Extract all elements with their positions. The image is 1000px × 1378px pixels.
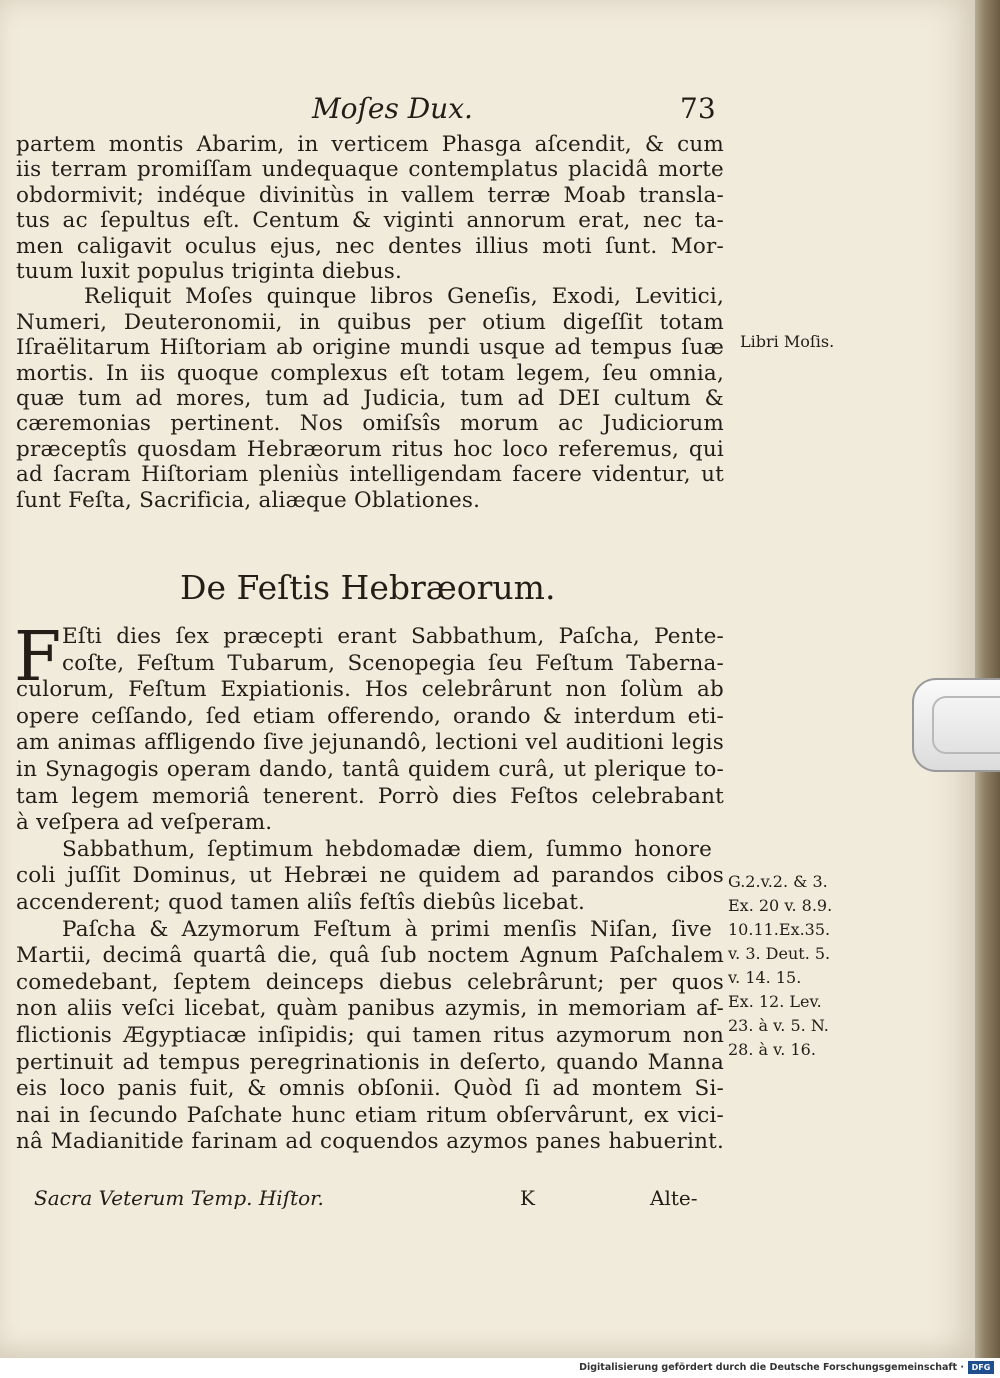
running-title: Moſes Dux.: [312, 92, 473, 125]
margin-note: 23. à v. 5. N.: [728, 1016, 829, 1035]
body-line: Eſti dies ſex præcepti erant Sabbathum, Paſcha, Pente-: [62, 624, 724, 649]
footer-credit: Digitalisierung gefördert durch die Deutsche Forschungsgemeinschaft ·: [579, 1362, 964, 1373]
body-line: Iſraëlitarum Hiſtoriam ab origine mundi usque ad tempus ſuæ: [16, 335, 724, 361]
body-line: flictionis Ægyptiacæ inſipidis; qui tamen ritus azymorum non: [16, 1023, 724, 1048]
catchword: Alte-: [650, 1186, 698, 1210]
body-line: à veſpera ad veſperam.: [16, 810, 273, 836]
body-line: tuum luxit populus triginta diebus.: [16, 259, 403, 284]
catch-title: Sacra Veterum Temp. Hiſtor.: [34, 1186, 324, 1210]
body-line: iis terram promiſſam undequaque contemplatus placidâ morte: [16, 157, 724, 183]
margin-note: Ex. 20 v. 8.9.: [728, 896, 833, 915]
body-line: men caligavit oculus ejus, nec dentes illius moti ſunt. Mor-: [16, 233, 724, 259]
body-line: quæ tum ad mores, tum ad Judicia, tum ad DEI cultum &: [16, 386, 724, 411]
body-line: tus ac ſepultus eſt. Centum & viginti annorum erat, nec ta-: [16, 208, 724, 234]
margin-note: v. 3. Deut. 5.: [728, 944, 831, 963]
body-line: am animas affligendo ſive jejunandô, lectioni vel auditioni legis: [16, 730, 724, 756]
body-line: Martii, decimâ quartâ die, quâ ſub noctem Agnum Paſchalem: [16, 943, 724, 969]
body-line: Reliquit Moſes quinque libros Geneſis, Exodi, Levitici,: [84, 284, 724, 310]
body-line: coli juſſit Dominus, ut Hebræi ne quidem ad parandos cibos: [16, 863, 724, 889]
body-line: in Synagogis operam dando, tantâ quidem curâ, ut plerique to-: [16, 757, 724, 782]
body-line: culorum, Feſtum Expiationis. Hos celebrârunt non ſolùm ab: [16, 677, 724, 703]
body-line: mortis. In iis quoque complexus eſt totam legem, ſeu omnia,: [16, 360, 724, 386]
margin-note: 10.11.Ex.35.: [728, 920, 831, 939]
signature-mark: K: [520, 1186, 535, 1210]
page-number: 73: [680, 92, 716, 125]
body-line: partem montis Abarim, in verticem Phasga aſcendit, & cum: [16, 132, 724, 157]
body-line: Paſcha & Azymorum Feſtum à primi menſis Niſan, ſive: [62, 916, 712, 942]
body-line: cæremonias pertinent. Nos omiſsîs morum ac Judiciorum: [16, 411, 724, 437]
body-line: opere ceſſando, ſed etiam offerendo, orando & interdum eti-: [16, 703, 724, 729]
paper-clip: [912, 678, 1000, 772]
body-line: ſunt Feſta, Sacrificia, aliæque Oblationes.: [16, 487, 481, 513]
body-line: nai in ſecundo Paſchate hunc etiam ritum obſervârunt, ex vici-: [16, 1102, 724, 1128]
margin-note: G.2.v.2. & 3.: [728, 872, 828, 891]
drop-cap: F: [14, 618, 62, 697]
section-heading: De Feſtis Hebræorum.: [180, 568, 556, 607]
body-line: non aliis veſci licebat, quàm panibus azymis, in memoriam af-: [16, 996, 724, 1022]
body-line: nâ Madianitide farinam ad coquendos azymos panes habuerint.: [16, 1129, 724, 1155]
body-line: coſte, Feſtum Tubarum, Scenopegia ſeu Feſtum Taberna-: [62, 650, 724, 676]
body-line: ad ſacram Hiſtoriam pleniùs intelligendam facere videntur, ut: [16, 462, 724, 488]
margin-note: Ex. 12. Lev.: [728, 992, 822, 1011]
body-line: præceptîs quosdam Hebræorum ritus hoc loco referemus, qui: [16, 436, 724, 462]
margin-note: 28. à v. 16.: [728, 1040, 816, 1059]
body-line: pertinuit ad tempus peregrinationis in deſerto, quando Manna: [16, 1049, 724, 1075]
body-line: Sabbathum, ſeptimum hebdomadæ diem, ſummo honore: [62, 836, 712, 862]
body-line: eis loco panis fuit, & omnis obſonii. Quòd ſi ad montem Si-: [16, 1076, 724, 1102]
dfg-logo: DFG: [968, 1361, 994, 1374]
margin-note: v. 14. 15.: [728, 968, 802, 987]
body-line: tam legem memoriâ tenerent. Porrò dies Feſtos celebrabant: [16, 783, 724, 809]
margin-note: Libri Moſis.: [740, 332, 835, 351]
body-line: obdormivit; indéque divinitùs in vallem terræ Moab transla-: [16, 182, 724, 208]
body-line: Numeri, Deuteronomii, in quibus per otium digeſſit totam: [16, 309, 724, 335]
body-line: accenderent; quod tamen aliîs feſtîs diebûs licebat.: [16, 890, 586, 915]
body-line: comedebant, ſeptem deinceps diebus celebrârunt; per quos: [16, 969, 724, 995]
